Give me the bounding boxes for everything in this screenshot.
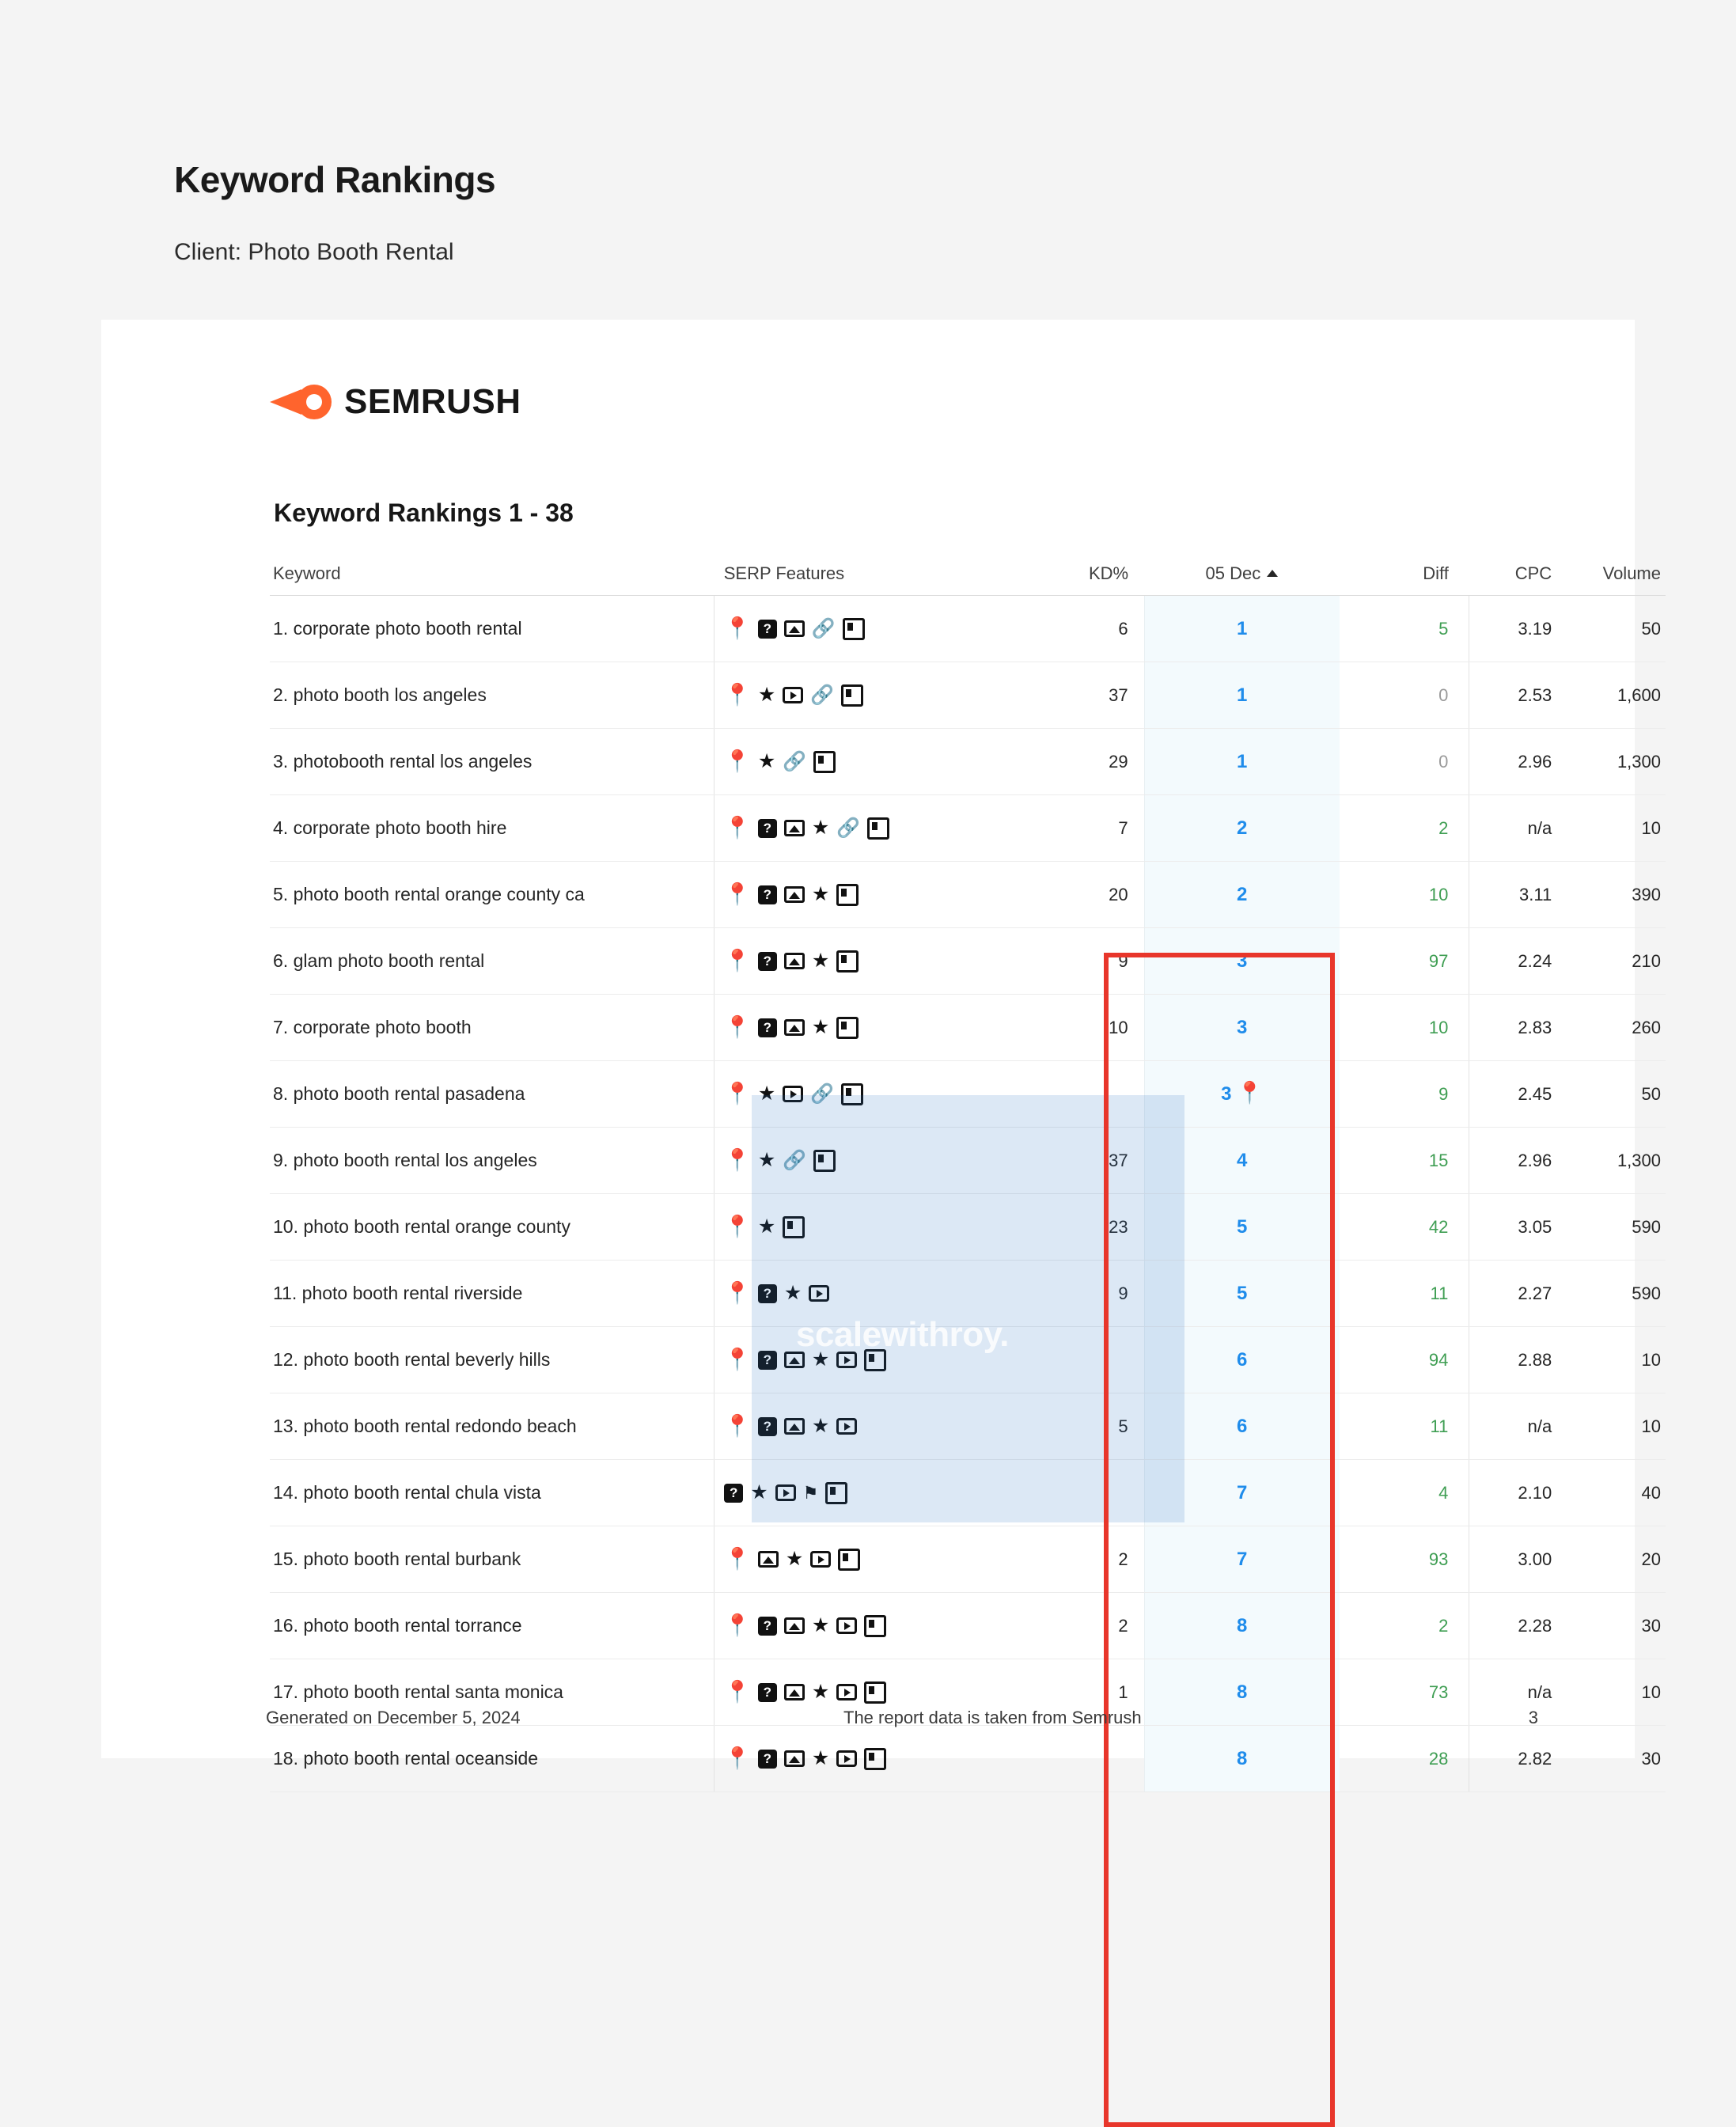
cell-kd: 37 xyxy=(1039,1128,1145,1194)
table-row[interactable] xyxy=(270,1194,1666,1261)
cell-diff: 28 xyxy=(1340,1726,1469,1792)
footer-source: The report data is taken from Semrush xyxy=(843,1708,1142,1727)
knowledge-panel-icon xyxy=(864,1349,886,1371)
table-row[interactable] xyxy=(270,862,1666,928)
local-pack-pin-icon: 📍 xyxy=(724,1215,751,1238)
knowledge-panel-icon xyxy=(838,1549,860,1571)
image-pack-icon xyxy=(784,1352,805,1368)
cell-keyword[interactable]: 11. photo booth rental riverside xyxy=(270,1261,714,1327)
reviews-star-icon: ★ xyxy=(757,1215,776,1238)
reviews-star-icon: ★ xyxy=(811,883,830,905)
cell-diff: 4 xyxy=(1340,1460,1469,1526)
table-row[interactable] xyxy=(270,995,1666,1061)
cell-volume: 50 xyxy=(1569,1061,1666,1128)
column-header-date[interactable] xyxy=(1144,563,1340,596)
cell-volume: 10 xyxy=(1569,1393,1666,1460)
reviews-star-icon: ★ xyxy=(811,1747,830,1769)
cell-volume: 10 xyxy=(1569,795,1666,862)
local-pack-pin-icon: 📍 xyxy=(724,1613,751,1637)
document-header xyxy=(0,0,1736,266)
reviews-star-icon: ★ xyxy=(757,1082,776,1105)
table-row[interactable] xyxy=(270,1061,1666,1128)
sitelinks-icon: 🔗 xyxy=(810,1082,835,1105)
video-icon xyxy=(809,1285,829,1302)
cell-keyword[interactable]: 3. photobooth rental los angeles xyxy=(270,729,714,795)
cell-kd: 10 xyxy=(1039,995,1145,1061)
table-row[interactable] xyxy=(270,1593,1666,1659)
sitelinks-icon: 🔗 xyxy=(836,817,861,839)
knowledge-panel-icon xyxy=(864,1748,886,1770)
column-header-cpc[interactable]: CPC xyxy=(1469,563,1569,596)
cell-keyword[interactable]: 1. corporate photo booth rental xyxy=(270,596,714,662)
cell-rank[interactable]: 7 xyxy=(1144,1460,1340,1526)
cell-serp-features xyxy=(714,1726,1039,1792)
video-icon xyxy=(783,1086,803,1102)
cell-diff: 11 xyxy=(1340,1393,1469,1460)
faq-question-icon: ? xyxy=(758,1617,777,1636)
table-row[interactable] xyxy=(270,1128,1666,1194)
local-pack-pin-icon: 📍 xyxy=(724,1348,751,1371)
cell-volume: 1,300 xyxy=(1569,1128,1666,1194)
image-pack-icon xyxy=(784,953,805,969)
cell-keyword[interactable]: 15. photo booth rental burbank xyxy=(270,1526,714,1593)
cell-serp-features xyxy=(714,928,1039,995)
cell-rank[interactable]: 8 xyxy=(1144,1659,1340,1726)
cell-diff: 10 xyxy=(1340,862,1469,928)
cell-keyword[interactable]: 14. photo booth rental chula vista xyxy=(270,1460,714,1526)
cell-kd: 23 xyxy=(1039,1194,1145,1261)
cell-cpc: 2.10 xyxy=(1469,1460,1569,1526)
cell-kd: 20 xyxy=(1039,862,1145,928)
knowledge-panel-icon xyxy=(841,1083,863,1105)
knowledge-panel-icon xyxy=(867,817,889,840)
cell-volume: 30 xyxy=(1569,1726,1666,1792)
cell-serp-features xyxy=(714,1593,1039,1659)
cell-rank[interactable]: 1 xyxy=(1144,662,1340,729)
faq-question-icon: ? xyxy=(758,1284,777,1303)
image-pack-icon xyxy=(784,820,805,836)
cell-rank[interactable]: 2 xyxy=(1144,795,1340,862)
local-pack-pin-icon: 📍 xyxy=(724,1680,751,1704)
column-header-keyword[interactable]: Keyword xyxy=(270,563,714,596)
cell-rank[interactable]: 3 xyxy=(1144,995,1340,1061)
cell-keyword[interactable]: 12. photo booth rental beverly hills xyxy=(270,1327,714,1393)
table-row[interactable] xyxy=(270,1327,1666,1393)
knowledge-panel-icon xyxy=(783,1216,805,1238)
table-row[interactable] xyxy=(270,596,1666,662)
cell-keyword[interactable]: 16. photo booth rental torrance xyxy=(270,1593,714,1659)
cell-diff: 5 xyxy=(1340,596,1469,662)
flag-icon: ⚑ xyxy=(802,1482,819,1503)
cell-kd xyxy=(1039,1061,1145,1128)
reviews-star-icon: ★ xyxy=(811,1614,830,1636)
reviews-star-icon: ★ xyxy=(811,1415,830,1437)
sort-asc-icon xyxy=(1267,570,1278,577)
cell-kd: 6 xyxy=(1039,596,1145,662)
knowledge-panel-icon xyxy=(836,884,859,906)
cell-kd xyxy=(1039,1327,1145,1393)
video-icon xyxy=(836,1617,857,1634)
cell-serp-features xyxy=(714,1194,1039,1261)
reviews-star-icon: ★ xyxy=(785,1548,804,1570)
faq-question-icon: ? xyxy=(758,1417,777,1436)
faq-question-icon: ? xyxy=(724,1484,743,1503)
cell-kd: 9 xyxy=(1039,928,1145,995)
cell-serp-features xyxy=(714,1128,1039,1194)
cell-kd: 1 xyxy=(1039,1659,1145,1726)
semrush-mark-icon xyxy=(270,381,332,423)
local-pack-pin-icon: 📍 xyxy=(724,1281,751,1305)
cell-rank[interactable]: 6 xyxy=(1144,1393,1340,1460)
cell-serp-features xyxy=(714,1526,1039,1593)
cell-rank[interactable]: 4 xyxy=(1144,1128,1340,1194)
cell-keyword[interactable]: 4. corporate photo booth hire xyxy=(270,795,714,862)
knowledge-panel-icon xyxy=(843,618,865,640)
cell-diff: 11 xyxy=(1340,1261,1469,1327)
cell-rank[interactable]: 3 📍 xyxy=(1144,1061,1340,1128)
report-card xyxy=(101,320,1661,1770)
cell-diff: 9 xyxy=(1340,1061,1469,1128)
video-icon xyxy=(836,1684,857,1700)
reviews-star-icon: ★ xyxy=(811,817,830,839)
cell-diff: 93 xyxy=(1340,1526,1469,1593)
faq-question-icon: ? xyxy=(758,819,777,838)
cell-serp-features xyxy=(714,729,1039,795)
cell-cpc: 2.82 xyxy=(1469,1726,1569,1792)
sitelinks-icon: 🔗 xyxy=(810,684,835,706)
cell-keyword[interactable]: 13. photo booth rental redondo beach xyxy=(270,1393,714,1460)
cell-cpc: 2.53 xyxy=(1469,662,1569,729)
faq-question-icon: ? xyxy=(758,885,777,904)
cell-cpc: 2.96 xyxy=(1469,1128,1569,1194)
faq-question-icon: ? xyxy=(758,1351,777,1370)
table-row[interactable] xyxy=(270,795,1666,862)
reviews-star-icon: ★ xyxy=(757,1149,776,1171)
image-pack-icon xyxy=(784,1617,805,1634)
cell-cpc: 3.05 xyxy=(1469,1194,1569,1261)
faq-question-icon: ? xyxy=(758,1750,777,1769)
cell-cpc: n/a xyxy=(1469,795,1569,862)
knowledge-panel-icon xyxy=(841,684,863,707)
table-row[interactable] xyxy=(270,1526,1666,1593)
cell-rank[interactable]: 6 xyxy=(1144,1327,1340,1393)
local-pack-pin-icon: 📍 xyxy=(724,1015,751,1039)
local-pack-pin-icon: 📍 xyxy=(724,882,751,906)
cell-rank[interactable]: 1 xyxy=(1144,596,1340,662)
image-pack-icon xyxy=(784,1418,805,1435)
cell-serp-features xyxy=(714,1061,1039,1128)
column-header-diff[interactable]: Diff xyxy=(1340,563,1469,596)
cell-keyword[interactable]: 5. photo booth rental orange county ca xyxy=(270,862,714,928)
sitelinks-icon: 🔗 xyxy=(783,750,807,772)
cell-diff: 97 xyxy=(1340,928,1469,995)
cell-serp-features xyxy=(714,662,1039,729)
image-pack-icon xyxy=(784,1750,805,1767)
cell-rank[interactable]: 2 xyxy=(1144,862,1340,928)
cell-volume: 40 xyxy=(1569,1460,1666,1526)
local-pack-pin-icon: 📍 xyxy=(724,816,751,840)
cell-kd: 2 xyxy=(1039,1526,1145,1593)
image-pack-icon xyxy=(784,886,805,903)
knowledge-panel-icon xyxy=(825,1482,847,1504)
cell-cpc: 2.96 xyxy=(1469,729,1569,795)
video-icon xyxy=(783,687,803,703)
cell-volume: 10 xyxy=(1569,1327,1666,1393)
cell-cpc: 2.28 xyxy=(1469,1593,1569,1659)
reviews-star-icon: ★ xyxy=(811,1016,830,1038)
knowledge-panel-icon xyxy=(813,1150,836,1172)
faq-question-icon: ? xyxy=(758,952,777,971)
video-icon xyxy=(836,1352,857,1368)
cell-serp-features xyxy=(714,596,1039,662)
cell-keyword[interactable]: 18. photo booth rental oceanside xyxy=(270,1726,714,1792)
cell-keyword[interactable]: 8. photo booth rental pasadena xyxy=(270,1061,714,1128)
cell-kd xyxy=(1039,1460,1145,1526)
cell-rank[interactable]: 8 xyxy=(1144,1726,1340,1792)
local-pack-pin-icon: 📍 xyxy=(724,749,751,773)
cell-volume: 30 xyxy=(1569,1593,1666,1659)
cell-volume: 390 xyxy=(1569,862,1666,928)
image-pack-icon xyxy=(784,620,805,637)
faq-question-icon: ? xyxy=(758,1018,777,1037)
table-body xyxy=(270,596,1666,1792)
cell-kd: 37 xyxy=(1039,662,1145,729)
cell-keyword[interactable]: 7. corporate photo booth xyxy=(270,995,714,1061)
cell-rank[interactable]: 1 xyxy=(1144,729,1340,795)
table-row[interactable] xyxy=(270,928,1666,995)
cell-serp-features xyxy=(714,1393,1039,1460)
rank-local-pin-icon: 📍 xyxy=(1236,1081,1264,1105)
cell-rank[interactable]: 3 xyxy=(1144,928,1340,995)
cell-volume: 10 xyxy=(1569,1659,1666,1726)
cell-serp-features xyxy=(714,1327,1039,1393)
cell-cpc: n/a xyxy=(1469,1659,1569,1726)
cell-keyword[interactable]: 2. photo booth los angeles xyxy=(270,662,714,729)
knowledge-panel-icon xyxy=(836,950,859,973)
reviews-star-icon: ★ xyxy=(811,950,830,972)
local-pack-pin-icon: 📍 xyxy=(724,1547,751,1571)
cell-diff: 10 xyxy=(1340,995,1469,1061)
semrush-wordmark: SEMRUSH xyxy=(344,382,521,421)
cell-diff: 42 xyxy=(1340,1194,1469,1261)
cell-volume: 1,600 xyxy=(1569,662,1666,729)
cell-volume: 1,300 xyxy=(1569,729,1666,795)
video-icon xyxy=(810,1551,831,1568)
reviews-star-icon: ★ xyxy=(757,684,776,706)
cell-cpc: n/a xyxy=(1469,1393,1569,1460)
faq-question-icon: ? xyxy=(758,620,777,639)
cell-diff: 2 xyxy=(1340,795,1469,862)
cell-cpc: 3.00 xyxy=(1469,1526,1569,1593)
reviews-star-icon: ★ xyxy=(811,1681,830,1703)
reviews-star-icon: ★ xyxy=(783,1282,802,1304)
video-icon xyxy=(775,1484,796,1501)
cell-rank[interactable]: 5 xyxy=(1144,1194,1340,1261)
cell-rank[interactable]: 7 xyxy=(1144,1526,1340,1593)
knowledge-panel-icon xyxy=(813,751,836,773)
cell-diff: 94 xyxy=(1340,1327,1469,1393)
local-pack-pin-icon: 📍 xyxy=(724,1148,751,1172)
column-header-date-label: 05 Dec xyxy=(1205,563,1261,583)
faq-question-icon: ? xyxy=(758,1683,777,1702)
cell-volume: 590 xyxy=(1569,1261,1666,1327)
cell-cpc: 2.83 xyxy=(1469,995,1569,1061)
column-header-kd[interactable]: KD% xyxy=(1039,563,1145,596)
cell-keyword[interactable]: 17. photo booth rental santa monica xyxy=(270,1659,714,1726)
cell-kd: 2 xyxy=(1039,1593,1145,1659)
cell-serp-features xyxy=(714,795,1039,862)
table-title: Keyword Rankings 1 - 38 xyxy=(274,499,574,527)
cell-keyword[interactable]: 6. glam photo booth rental xyxy=(270,928,714,995)
watermark: scalewithroy. xyxy=(796,1315,1010,1354)
cell-volume: 20 xyxy=(1569,1526,1666,1593)
image-pack-icon xyxy=(758,1551,779,1568)
page-title: Keyword Rankings xyxy=(174,159,496,200)
cell-volume: 50 xyxy=(1569,596,1666,662)
cell-cpc: 2.24 xyxy=(1469,928,1569,995)
cell-cpc: 2.27 xyxy=(1469,1261,1569,1327)
table-row[interactable] xyxy=(270,662,1666,729)
cell-serp-features xyxy=(714,995,1039,1061)
cell-volume: 590 xyxy=(1569,1194,1666,1261)
client-line: Client: Photo Booth Rental xyxy=(174,239,454,265)
keyword-rankings-table xyxy=(270,563,1666,1792)
table-row[interactable] xyxy=(270,1460,1666,1526)
cell-rank[interactable]: 8 xyxy=(1144,1593,1340,1659)
cell-kd: 5 xyxy=(1039,1393,1145,1460)
sitelinks-icon: 🔗 xyxy=(783,1149,807,1171)
local-pack-pin-icon: 📍 xyxy=(724,683,751,707)
cell-serp-features xyxy=(714,1460,1039,1526)
cell-diff: 2 xyxy=(1340,1593,1469,1659)
semrush-logo xyxy=(101,320,1635,423)
cell-serp-features xyxy=(714,862,1039,928)
cell-cpc: 3.11 xyxy=(1469,862,1569,928)
cell-volume: 260 xyxy=(1569,995,1666,1061)
column-header-volume[interactable]: Volume xyxy=(1569,563,1666,596)
cell-kd xyxy=(1039,1726,1145,1792)
local-pack-pin-icon: 📍 xyxy=(724,949,751,973)
cell-diff: 15 xyxy=(1340,1128,1469,1194)
cell-serp-features xyxy=(714,1261,1039,1327)
cell-cpc: 2.45 xyxy=(1469,1061,1569,1128)
table-row[interactable] xyxy=(270,1393,1666,1460)
table-row[interactable] xyxy=(270,1726,1666,1792)
cell-cpc: 2.88 xyxy=(1469,1327,1569,1393)
reviews-star-icon: ★ xyxy=(811,1348,830,1371)
cell-kd: 9 xyxy=(1039,1261,1145,1327)
local-pack-pin-icon: 📍 xyxy=(724,1746,751,1770)
footer-generated: Generated on December 5, 2024 xyxy=(266,1708,521,1727)
image-pack-icon xyxy=(784,1684,805,1700)
table-header-row xyxy=(270,563,1666,596)
column-header-serp-features[interactable]: SERP Features xyxy=(714,563,1039,596)
local-pack-pin-icon: 📍 xyxy=(724,616,751,640)
knowledge-panel-icon xyxy=(864,1615,886,1637)
knowledge-panel-icon xyxy=(836,1017,859,1039)
cell-kd: 7 xyxy=(1039,795,1145,862)
cell-volume: 210 xyxy=(1569,928,1666,995)
cell-keyword[interactable]: 10. photo booth rental orange county xyxy=(270,1194,714,1261)
image-pack-icon xyxy=(784,1019,805,1036)
cell-rank[interactable]: 5 xyxy=(1144,1261,1340,1327)
cell-diff: 0 xyxy=(1340,662,1469,729)
cell-keyword[interactable]: 9. photo booth rental los angeles xyxy=(270,1128,714,1194)
knowledge-panel-icon xyxy=(864,1682,886,1704)
table-row[interactable] xyxy=(270,729,1666,795)
footer-page-number: 3 xyxy=(1528,1708,1538,1727)
video-icon xyxy=(836,1418,857,1435)
cell-cpc: 3.19 xyxy=(1469,596,1569,662)
sitelinks-icon: 🔗 xyxy=(811,617,836,639)
reviews-star-icon: ★ xyxy=(750,1481,768,1503)
cell-diff: 0 xyxy=(1340,729,1469,795)
table-row[interactable] xyxy=(270,1261,1666,1327)
video-icon xyxy=(836,1750,857,1767)
cell-kd: 29 xyxy=(1039,729,1145,795)
cell-diff: 73 xyxy=(1340,1659,1469,1726)
local-pack-pin-icon: 📍 xyxy=(724,1082,751,1105)
reviews-star-icon: ★ xyxy=(757,750,776,772)
local-pack-pin-icon: 📍 xyxy=(724,1414,751,1438)
